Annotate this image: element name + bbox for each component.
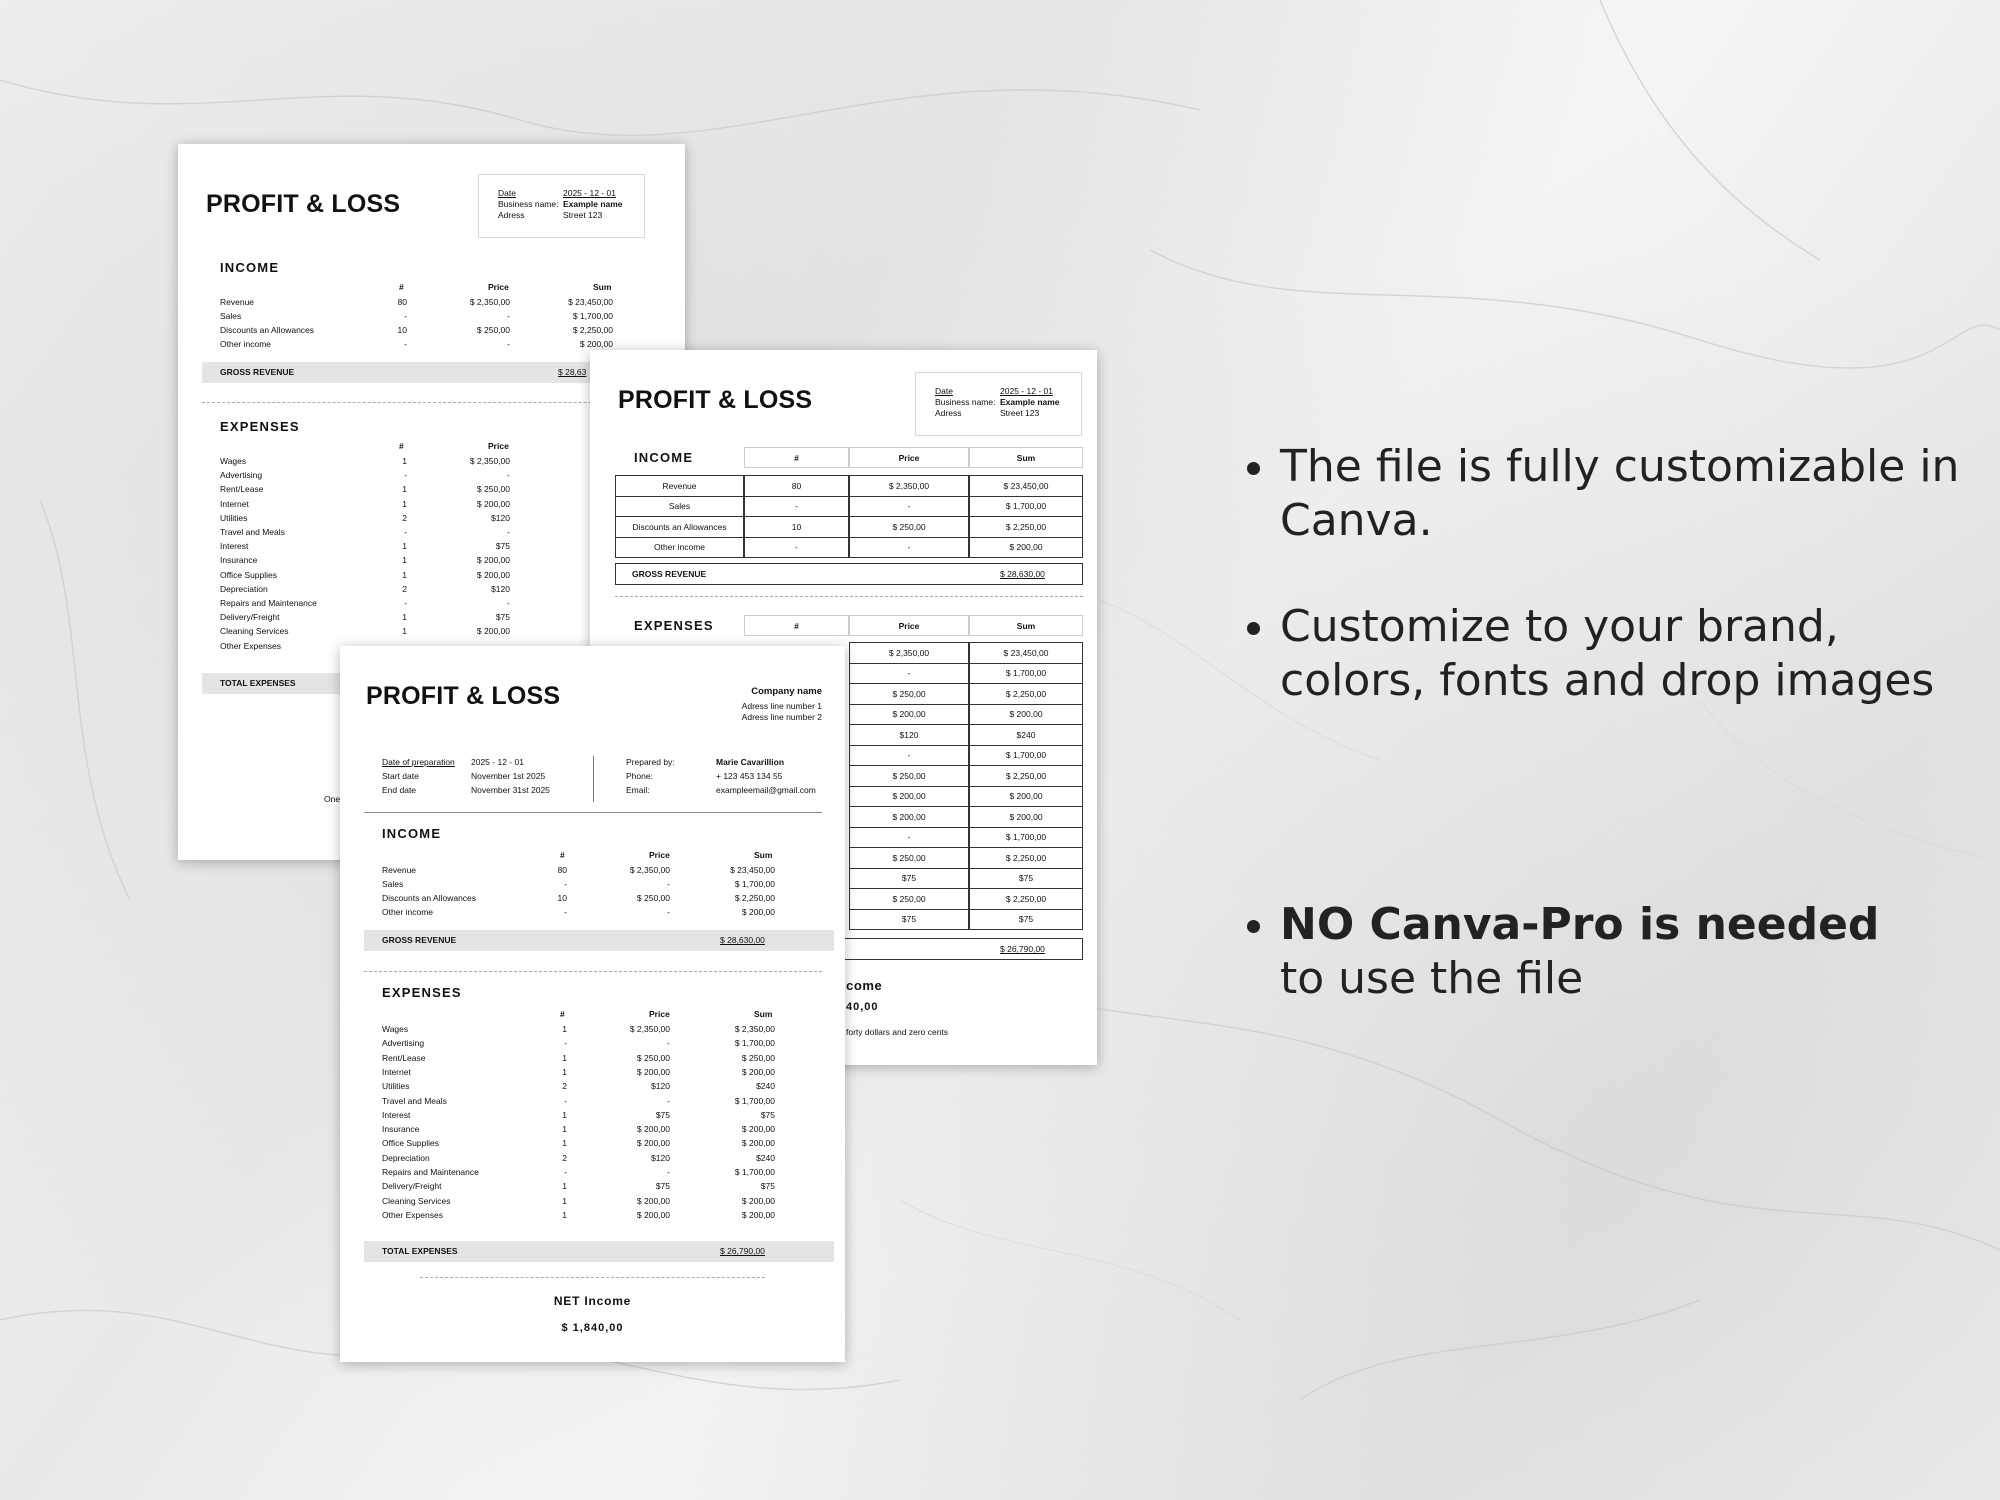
grid-cell-price: $ 250,00 [849,516,969,538]
table-cell-price: $ 200,00 [636,1124,670,1135]
grid-cell-price: $ 200,00 [849,786,969,808]
table-cell-name: Delivery/Freight [382,1181,442,1192]
table-cell-qty: - [404,470,407,481]
table-cell-name: Interest [220,541,249,552]
meta-label: Business name: [498,199,559,209]
total-expenses-label: TOTAL EXPENSES [382,1246,458,1256]
table-cell-name: Discounts an Allowances [220,325,315,335]
table-cell-qty: - [404,339,407,349]
grid-cell-price: $ 250,00 [849,847,969,869]
info-divider [593,756,594,802]
page-title: PROFIT & LOSS [618,386,813,414]
info-label: Phone: [626,771,653,781]
table-cell-sum: $ 200,00 [741,1195,775,1206]
table-cell-sum: $ 200,00 [741,1138,775,1149]
table-cell-qty: 2 [402,512,407,523]
table-cell-sum: $ 1,700,00 [734,879,775,889]
info-value: November 1st 2025 [471,771,546,781]
net-income-value: $ 1,840,00 [561,1322,624,1334]
table-cell-sum: $ 200,00 [741,1066,775,1077]
table-cell-name: Sales [382,879,404,889]
table-cell-sum: $ 200,00 [741,1124,775,1135]
table-cell-qty: 1 [402,498,407,509]
column-header: Price [649,850,670,860]
column-header: Sum [969,447,1083,468]
feature-bullet: • Customize to your brand, colors, fonts and drop images [1280,600,1960,708]
table-cell-name: Insurance [382,1124,420,1135]
net-value-fragment: 40,00 [846,1001,879,1013]
gross-revenue-label: GROSS REVENUE [382,935,457,945]
info-label: End date [382,785,417,795]
table-cell-qty: - [404,527,407,537]
income-heading: INCOME [220,260,280,275]
feature-list [1240,440,1960,1058]
column-header: Price [649,1009,670,1019]
column-header: # [399,282,404,292]
table-cell-qty: 1 [562,1124,567,1135]
table-cell-price: $ 200,00 [476,498,510,509]
table-cell-sum: $ 23,450,00 [568,297,613,307]
table-cell-name: Cleaning Services [382,1195,451,1206]
column-header: # [744,615,849,636]
divider [615,596,1083,597]
footer-fragment: One [324,794,341,804]
table-cell-price: - [667,879,670,889]
table-cell-name: Advertising [220,470,263,481]
table-cell-name: Cleaning Services [220,626,289,637]
table-cell-qty: 1 [562,1195,567,1206]
grid-cell-sum: $ 2,250,00 [969,516,1083,538]
grid-cell-price: $75 [849,868,969,890]
column-header: Sum [754,1009,773,1019]
table-cell-qty: - [564,907,567,917]
table-cell-sum: $ 2,350,00 [734,1024,775,1034]
column-header: # [560,850,565,860]
grid-cell-price: - [849,745,969,767]
gross-revenue-value: $ 28,630,00 [720,935,765,945]
table-cell-price: $ 200,00 [636,1195,670,1206]
table-cell-name: Discounts an Allowances [382,893,477,903]
grid-cell-sum: $ 200,00 [969,806,1083,828]
column-header: # [399,441,404,451]
table-cell-qty: 1 [562,1209,567,1220]
table-cell-name: Other Expenses [220,640,281,651]
table-cell-qty: - [564,1167,567,1177]
table-cell-price: $75 [495,541,510,552]
table-cell-qty: 1 [402,555,407,566]
table-cell-price: $ 200,00 [636,1138,670,1149]
gross-revenue-value: $ 28,63 [558,367,587,377]
meta-label: Date [498,188,516,198]
total-expenses-value: $ 26,790,00 [1000,944,1045,954]
table-cell-price: $ 2,350,00 [469,456,510,466]
net-income-label: NET Income [553,1294,632,1308]
table-cell-qty: 1 [402,626,407,637]
table-cell-qty: 1 [562,1109,567,1120]
grid-cell-sum: $ 2,250,00 [969,847,1083,869]
meta-value: 2025 - 12 - 01 [1000,386,1053,396]
table-cell-price: $ 250,00 [476,484,510,495]
table-cell-qty: - [404,311,407,321]
info-label: Start date [382,771,419,781]
grid-cell-sum: $240 [969,724,1083,746]
column-header: Sum [754,850,773,860]
grid-cell-sum: $ 1,700,00 [969,663,1083,685]
meta-label: Business name: [935,397,996,407]
table-cell-name: Interest [382,1109,411,1120]
grid-cell-qty: - [744,537,849,559]
address-line-2: Adress line number 2 [741,712,822,722]
grid-cell-price: $ 200,00 [849,806,969,828]
table-cell-price: - [667,1038,670,1049]
table-cell-sum: $ 1,700,00 [572,311,613,321]
table-cell-price: $120 [491,583,510,594]
table-cell-qty: 10 [557,893,567,903]
table-cell-qty: 80 [557,865,567,875]
meta-value: Street 123 [563,210,603,220]
table-cell-name: Depreciation [382,1152,430,1163]
table-cell-qty: 1 [562,1024,567,1034]
info-value: 2025 - 12 - 01 [471,757,524,767]
table-cell-qty: - [564,879,567,889]
grid-cell-qty: 80 [744,475,849,497]
table-cell-price: $75 [495,612,510,623]
table-cell-name: Wages [220,456,247,466]
grid-cell-price: $75 [849,909,969,931]
table-cell-sum: $240 [756,1152,775,1163]
table-cell-qty: 1 [402,484,407,495]
table-cell-price: $ 250,00 [476,325,510,335]
table-cell-name: Travel and Meals [220,527,285,537]
company-name: Company name [751,686,822,697]
grid-cell-sum: $ 23,450,00 [969,475,1083,497]
grid-cell-price: - [849,827,969,849]
grid-cell-qty: 10 [744,516,849,538]
table-cell-qty: 80 [397,297,407,307]
meta-value: 2025 - 12 - 01 [563,188,616,198]
table-cell-qty: - [404,598,407,608]
table-cell-qty: 1 [562,1052,567,1063]
info-label: Prepared by: [626,757,675,767]
gross-revenue-value: $ 28,630,00 [1000,569,1045,579]
grid-cell-name: Other income [615,537,744,559]
table-cell-name: Other Expenses [382,1209,443,1220]
table-cell-sum: $ 1,700,00 [734,1095,775,1106]
table-cell-name: Repairs and Maintenance [220,598,317,608]
info-label: Email: [626,785,650,795]
table-cell-name: Rent/Lease [382,1052,426,1063]
grid-cell-price: $ 250,00 [849,765,969,787]
table-cell-sum: $ 200,00 [741,1209,775,1220]
table-cell-price: $ 200,00 [476,555,510,566]
grid-cell-sum: $75 [969,868,1083,890]
info-value: Marie Cavarillion [716,757,785,767]
table-cell-price: - [667,907,670,917]
grid-cell-sum: $ 1,700,00 [969,827,1083,849]
address-line-1: Adress line number 1 [741,701,822,711]
table-cell-qty: 1 [402,569,407,580]
table-cell-name: Revenue [382,865,417,875]
grid-cell-sum: $ 1,700,00 [969,496,1083,518]
table-cell-qty: 10 [397,325,407,335]
table-cell-price: $120 [651,1152,670,1163]
grid-cell-sum: $75 [969,909,1083,931]
column-header: Sum [969,615,1083,636]
expenses-heading: EXPENSES [382,985,462,1000]
info-value: + 123 453 134 55 [716,771,783,781]
total-expenses-label: TOTAL EXPENSES [220,678,296,688]
table-cell-name: Rent/Lease [220,484,264,495]
table-cell-qty: 2 [562,1152,567,1163]
divider [420,1277,765,1278]
page-title: PROFIT & LOSS [206,190,401,218]
table-cell-name: Travel and Meals [382,1095,447,1106]
table-cell-name: Other income [220,339,272,349]
page-title: PROFIT & LOSS [366,682,561,710]
table-cell-name: Depreciation [220,583,268,594]
table-cell-price: - [507,470,510,481]
divider [364,812,822,813]
table-cell-price: $ 200,00 [476,569,510,580]
table-cell-price: - [667,1167,670,1177]
grid-cell-qty: - [744,496,849,518]
table-cell-name: Repairs and Maintenance [382,1167,479,1177]
table-cell-qty: 2 [402,583,407,594]
table-cell-sum: $ 200,00 [579,339,613,349]
grid-cell-sum: $ 2,250,00 [969,765,1083,787]
grid-cell-price: - [849,496,969,518]
amount-in-words-fragment: forty dollars and zero cents [846,1027,949,1037]
gross-revenue-label: GROSS REVENUE [220,367,295,377]
divider [364,971,822,972]
table-cell-price: $120 [491,512,510,523]
table-cell-sum: $ 2,250,00 [734,893,775,903]
info-value: exampleemail@gmail.com [716,785,816,795]
table-cell-price: $ 2,350,00 [629,1024,670,1034]
meta-value: Example name [563,199,623,209]
column-header: Sum [593,282,612,292]
income-heading: INCOME [634,450,694,465]
table-cell-price: - [507,311,510,321]
grid-cell-sum: $ 2,250,00 [969,683,1083,705]
table-cell-price: - [507,527,510,537]
grid-cell-name: Sales [615,496,744,518]
feature-text: to use the file [1280,953,1584,1004]
table-cell-name: Internet [220,498,249,509]
income-heading: INCOME [382,826,442,841]
meta-label: Adress [935,408,962,418]
info-label: Date of preparation [382,757,455,767]
column-header: Price [849,615,969,636]
table-cell-sum: $ 1,700,00 [734,1038,775,1049]
feature-bullet: • The file is fully customizable in Canva. [1280,440,1960,548]
table-cell-price: $ 200,00 [636,1209,670,1220]
table-cell-price: $75 [655,1181,670,1192]
column-header: Price [488,441,509,451]
table-cell-sum: $75 [760,1109,775,1120]
grid-cell-price: - [849,663,969,685]
meta-value: Street 123 [1000,408,1040,418]
grid-cell-price: $ 200,00 [849,704,969,726]
table-cell-price: - [507,598,510,608]
table-cell-price: $120 [651,1081,670,1092]
table-cell-name: Wages [382,1024,409,1034]
total-expenses-value: $ 26,790,00 [720,1246,765,1256]
table-cell-qty: 1 [402,612,407,623]
table-cell-price: $ 2,350,00 [629,865,670,875]
table-cell-sum: $ 2,250,00 [572,325,613,335]
table-cell-price: $ 200,00 [636,1066,670,1077]
table-cell-price: - [667,1095,670,1106]
gross-revenue-label: GROSS REVENUE [632,569,707,579]
grid-cell-price: - [849,537,969,559]
table-cell-qty: 2 [562,1081,567,1092]
grid-cell-price: $ 250,00 [849,888,969,910]
table-cell-name: Office Supplies [382,1138,440,1149]
table-cell-price: - [507,339,510,349]
meta-value: Example name [1000,397,1060,407]
table-cell-price: $75 [655,1109,670,1120]
column-header: # [744,447,849,468]
column-header: Price [488,282,509,292]
expenses-heading: EXPENSES [634,618,714,633]
grid-cell-name: Discounts an Allowances [615,516,744,538]
grid-cell-price: $120 [849,724,969,746]
table-cell-name: Delivery/Freight [220,612,280,623]
expenses-heading: EXPENSES [220,419,300,434]
table-cell-name: Revenue [220,297,255,307]
table-cell-name: Advertising [382,1038,425,1049]
table-cell-qty: 1 [562,1066,567,1077]
grid-cell-price: $ 2,350,00 [849,475,969,497]
table-cell-sum: $75 [760,1181,775,1192]
document-page-3 [340,646,845,1362]
meta-label: Adress [498,210,525,220]
grid-cell-price: $ 250,00 [849,683,969,705]
feature-bold-text: NO Canva-Pro is needed [1280,899,1880,950]
table-cell-name: Utilities [382,1081,410,1092]
table-cell-name: Other income [382,907,434,917]
table-cell-name: Utilities [220,512,248,523]
grid-cell-price: $ 2,350,00 [849,642,969,664]
info-value: November 31st 2025 [471,785,550,795]
meta-label: Date [935,386,953,396]
table-cell-sum: $ 200,00 [741,907,775,917]
column-header: # [560,1009,565,1019]
column-header: Price [849,447,969,468]
table-cell-price: $ 250,00 [636,893,670,903]
grid-cell-name: Revenue [615,475,744,497]
table-cell-qty: 1 [402,541,407,552]
grid-cell-sum: $ 200,00 [969,537,1083,559]
grid-cell-sum: $ 200,00 [969,704,1083,726]
table-cell-name: Sales [220,311,242,321]
table-cell-name: Insurance [220,555,258,566]
table-cell-sum: $ 1,700,00 [734,1167,775,1177]
table-cell-sum: $ 250,00 [741,1052,775,1063]
table-cell-price: $ 2,350,00 [469,297,510,307]
net-income-fragment: come [846,978,883,993]
table-cell-qty: 1 [562,1138,567,1149]
table-cell-qty: - [564,1095,567,1106]
feature-bullet [1280,898,1960,1006]
grid-cell-sum: $ 23,450,00 [969,642,1083,664]
table-cell-price: $ 200,00 [476,626,510,637]
table-cell-price: $ 250,00 [636,1052,670,1063]
grid-cell-sum: $ 2,250,00 [969,888,1083,910]
table-cell-sum: $ 23,450,00 [730,865,775,875]
table-cell-qty: - [564,1038,567,1049]
table-cell-sum: $240 [756,1081,775,1092]
grid-cell-sum: $ 200,00 [969,786,1083,808]
grid-cell-sum: $ 1,700,00 [969,745,1083,767]
table-cell-qty: 1 [562,1181,567,1192]
table-cell-name: Office Supplies [220,569,278,580]
table-cell-name: Internet [382,1066,411,1077]
table-cell-qty: 1 [402,456,407,466]
